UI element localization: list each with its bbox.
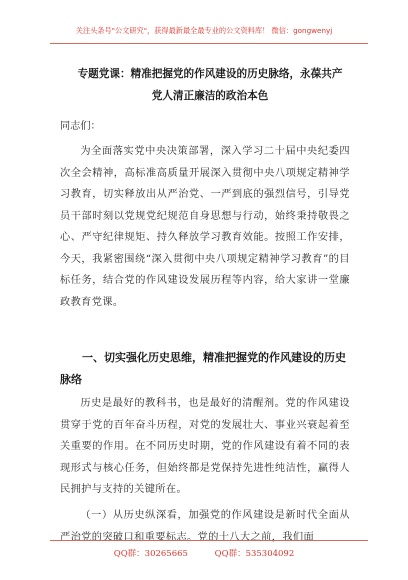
- page-header: 关注头条号"公文研究"，获得最新最全最专业的公文资料库！ 微信：gongwenyj: [75, 26, 333, 35]
- header-divider: [50, 43, 368, 44]
- subsection-1-paragraph: （一）从历史纵深看，加强党的作风建设是新时代全面从严治党的突破口和重要标志。党的十八大之前，我们面: [60, 510, 350, 543]
- document-title: [60, 63, 360, 107]
- section-heading-1: 一、切实强化历史思维，精准把握党的作风建设的历史脉络: [60, 351, 346, 386]
- page-footer: [0, 547, 408, 559]
- footer-divider: [50, 540, 368, 541]
- footer-qq-group-1: QQ群：30265665: [113, 549, 188, 559]
- intro-paragraph: 为全面落实党中央决策部署，深入学习二十届中央纪委四次全会精神，高标准高质量开展深入贯彻中央八项规定精神学习教育，切实释放出从严治党、一严到底的强烈信号，引导党员干部时刻以党规党纪规范自身思想与行动，始终秉持敬畏之心、严守纪律规矩、持久释放学习教育效能。按照工作安排，今天，我紧密围绕“深入贯彻中央八项规定精神学习教育”的目标任务，结合党的作风建设发展历程等内容，给大家讲一堂廉政教育党课。: [60, 146, 350, 308]
- salutation: 同志们：: [60, 121, 101, 132]
- section-1-paragraph: 历史是最好的教科书，也是最好的清醒剂。党的作风建设贯穿于党的百年奋斗历程，对党的发展壮大、事业兴衰起着至关重要的作用。在不同历史时期，党的作风建设有着不同的表现形式与核心任务，但始终都是党保持先进性纯洁性，赢得人民拥护与支持的关键所在。: [60, 398, 350, 495]
- title-line-1: 专题党课：精准把握党的作风建设的历史脉络，永葆共产: [77, 68, 343, 80]
- footer-qq-group-2: QQ群：535304092: [214, 549, 295, 559]
- title-line-2: 党人清正廉洁的政治本色: [151, 90, 269, 102]
